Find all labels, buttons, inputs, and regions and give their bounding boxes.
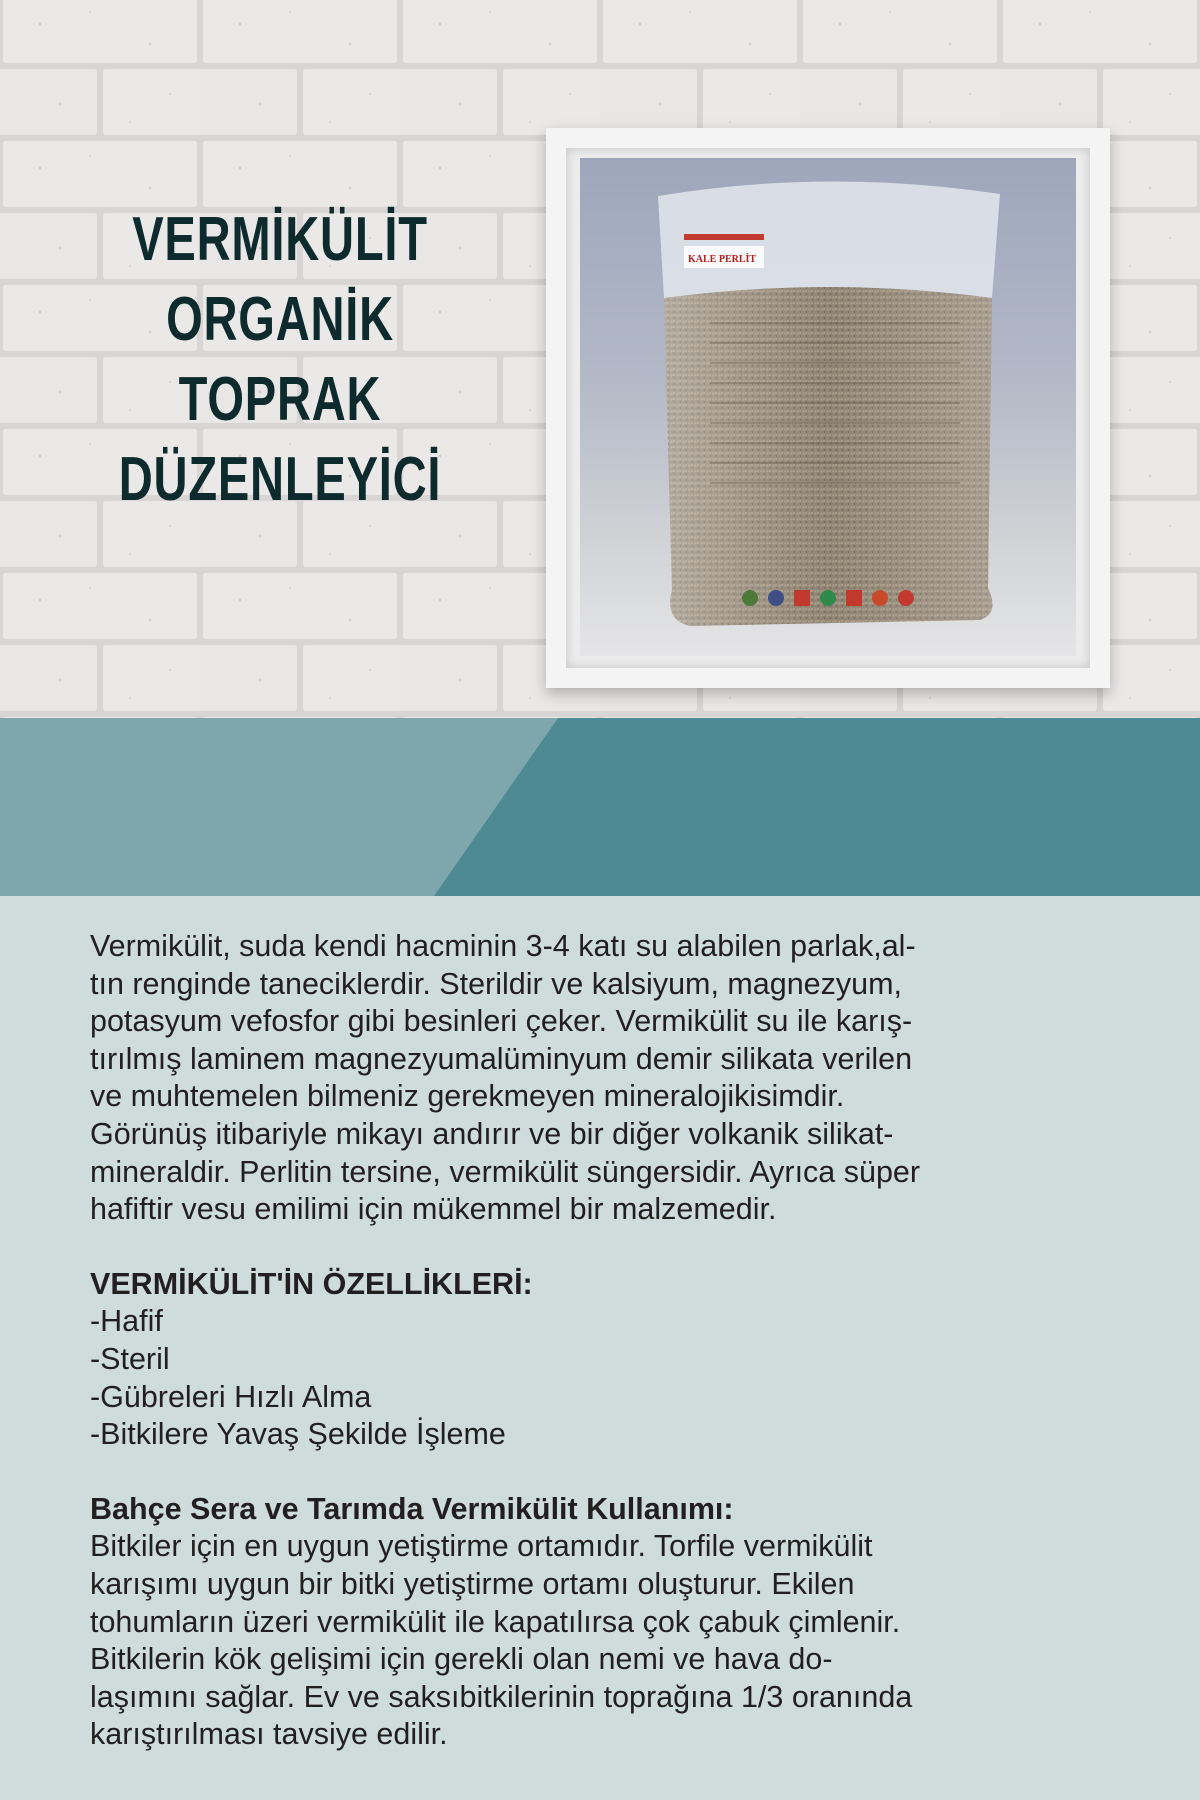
- title-line: TOPRAK: [178, 365, 382, 434]
- text-line: mineraldir. Perlitin tersine, vermikülit süngersidir. Ayrıca süper: [90, 1154, 921, 1189]
- title-line: VERMİKÜLİT: [132, 205, 428, 274]
- brand-label: KALE PERLİT: [688, 254, 757, 265]
- product-photo: [580, 158, 1076, 656]
- title-line: ORGANİK: [166, 285, 394, 354]
- vermiculite-bag-image: [580, 158, 1076, 656]
- intro-paragraph: [90, 928, 1120, 1229]
- text-line: Bitkiler için en uygun yetiştirme ortamıdır. Torfile vermikülit: [90, 1529, 873, 1564]
- text-line: Görünüş itibariyle mikayı andırır ve bir diğer volkanik silikat-: [90, 1116, 894, 1151]
- text-line: tırılmış laminem magnezyumalüminyum demir silikata verilen: [90, 1041, 913, 1076]
- features-heading: VERMİKÜLİT'İN ÖZELLİKLERİ:: [90, 1266, 533, 1301]
- feature-item: -Bitkilere Yavaş Şekilde İşleme: [90, 1417, 506, 1452]
- title-line: DÜZENLEYİCİ: [118, 445, 442, 514]
- diagonal-band-shape: [0, 718, 1200, 896]
- text-line: tohumların üzeri vermikülit ile kapatılırsa çok çabuk çimlenir.: [90, 1604, 901, 1639]
- text-line: karışımı uygun bir bitki yetiştirme ortamı oluşturur. Ekilen: [90, 1566, 855, 1601]
- picture-frame: [546, 128, 1110, 688]
- text-line: ve muhtemelen bilmeniz gerekmeyen mineralojikisimdir.: [90, 1079, 845, 1114]
- description-section: [90, 928, 1120, 1754]
- text-line: Vermikülit, suda kendi hacminin 3-4 katı su alabilen parlak,al-: [90, 929, 916, 963]
- brick-wall-background: [0, 0, 1200, 718]
- page-title: [113, 200, 447, 520]
- feature-item: -Hafif: [90, 1304, 163, 1339]
- text-line: Bitkilerin kök gelişimi için gerekli olan nemi ve hava do-: [90, 1642, 833, 1677]
- feature-item: -Steril: [90, 1341, 170, 1376]
- feature-item: -Gübreleri Hızlı Alma: [90, 1379, 372, 1414]
- features-section: [90, 1266, 1120, 1454]
- text-line: hafiftir vesu emilimi için mükemmel bir malzemedir.: [90, 1192, 777, 1227]
- teal-divider-band: [0, 718, 1200, 896]
- text-line: potasyum vefosfor gibi besinleri çeker. Vermikülit su ile karış-: [90, 1004, 913, 1039]
- text-line: karıştırılması tavsiye edilir.: [90, 1717, 448, 1752]
- usage-section: [90, 1491, 1120, 1754]
- usage-heading: Bahçe Sera ve Tarımda Vermikülit Kullanımı:: [90, 1491, 734, 1526]
- text-line: tın renginde taneciklerdir. Sterildir ve kalsiyum, magnezyum,: [90, 966, 902, 1001]
- text-line: laşımını sağlar. Ev ve saksıbitkilerinin toprağına 1/3 oranında: [90, 1679, 913, 1714]
